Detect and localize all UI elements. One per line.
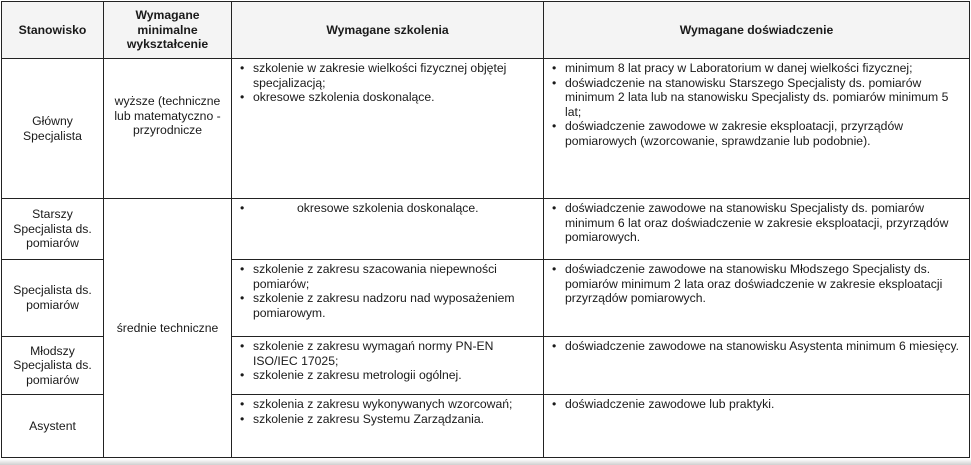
training-cell <box>232 199 544 260</box>
education-cell: średnie techniczne <box>104 199 232 458</box>
training-cell <box>232 59 544 199</box>
header-training: Wymagane szkolenia <box>232 2 544 59</box>
list-item: • szkolenia z zakresu wykonywanych wzorcowań; <box>237 397 538 412</box>
experience-cell <box>544 260 970 337</box>
list-item: • szkolenie z zakresu wymagań normy PN-EN ISO/IEC 17025; <box>237 339 538 368</box>
position-cell: Asystent <box>2 395 104 458</box>
list-item: • szkolenie w zakresie wielkości fizycznej objętej specjalizacją; <box>237 61 538 90</box>
header-education: Wymagane minimalne wykształcenie <box>104 2 232 59</box>
list-item: • minimum 8 lat pracy w Laboratorium w danej wielkości fizycznej; <box>549 61 964 76</box>
position-cell: Główny Specjalista <box>2 59 104 199</box>
training-cell <box>232 337 544 395</box>
list-item: • szkolenie z zakresu szacowania niepewności pomiarów; <box>237 262 538 291</box>
experience-cell <box>544 395 970 458</box>
list-item: • doświadczenie zawodowe na stanowisku Młodszego Specjalisty ds. pomiarów minimum 2 lata oraz doświadczenie w zakresie eksploatacji przyrządów pomiarowych. <box>549 262 964 306</box>
header-experience: Wymagane doświadczenie <box>544 2 970 59</box>
experience-cell <box>544 59 970 199</box>
table-row <box>2 59 970 199</box>
education-cell: wyższe (techniczne lub matematyczno - przyrodnicze <box>104 59 232 199</box>
list-item: • szkolenie z zakresu nadzoru nad wyposażeniem pomiarowym. <box>237 291 538 320</box>
list-item: • szkolenie z zakresu Systemu Zarządzania. <box>237 412 538 427</box>
list-item: • doświadczenie na stanowisku Starszego Specjalisty ds. pomiarów minimum 2 lata lub na stanowisku Specjalisty ds. pomiarów minimum 5 lat; <box>549 76 964 120</box>
bottom-edge-shadow <box>0 459 971 465</box>
list-item: • doświadczenie zawodowe lub praktyki. <box>549 397 964 412</box>
requirements-table <box>1 1 970 458</box>
header-position: Stanowisko <box>2 2 104 59</box>
list-item: • doświadczenie zawodowe na stanowisku Specjalisty ds. pomiarów minimum 6 lat oraz doświadczenie w zakresie eksploatacji, przyrządów pomiarowych. <box>549 201 964 245</box>
table-row <box>2 199 970 260</box>
header-row <box>2 2 970 59</box>
experience-cell <box>544 199 970 260</box>
training-cell <box>232 395 544 458</box>
list-item: • doświadczenie zawodowe na stanowisku Asystenta minimum 6 miesięcy. <box>549 339 964 354</box>
position-cell: Starszy Specjalista ds. pomiarów <box>2 199 104 260</box>
list-item: • okresowe szkolenia doskonalące. <box>237 201 538 216</box>
experience-cell <box>544 337 970 395</box>
position-cell: Młodszy Specjalista ds. pomiarów <box>2 337 104 395</box>
list-item: • szkolenie z zakresu metrologii ogólnej. <box>237 368 538 383</box>
list-item: • doświadczenie zawodowe w zakresie eksploatacji, przyrządów pomiarowych (wzorcowanie, sprawdzanie lub podobnie). <box>549 119 964 148</box>
position-cell: Specjalista ds. pomiarów <box>2 260 104 337</box>
list-item: • okresowe szkolenia doskonalące. <box>237 90 538 105</box>
training-cell <box>232 260 544 337</box>
